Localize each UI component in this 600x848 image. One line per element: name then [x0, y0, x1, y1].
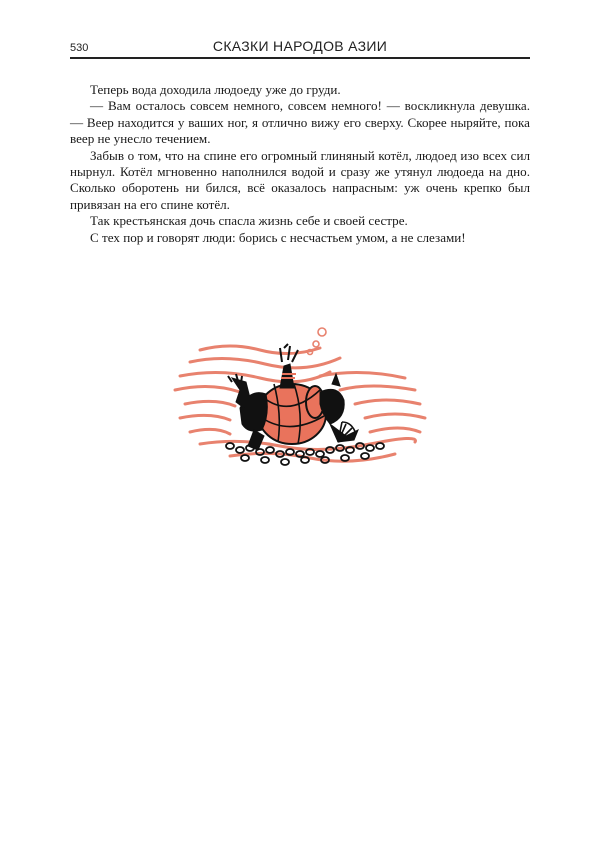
- ogre-drowning-illustration: [170, 318, 430, 488]
- paragraph: Так крестьянская дочь спасла жизнь себе и своей сестре.: [90, 213, 408, 229]
- clay-pot: [258, 384, 326, 444]
- paragraph: Забыв о том, что на спине его огромный глиняный котёл, людоед изо всех сил нырнул. Котёл мгновенно наполнился водой и сразу же утянул людоеда на дно. Сколько оборотень ни бился, всё оказалось напрасным: уж очень крепко был привязан на его спине котёл.: [70, 147, 530, 212]
- paragraph: Теперь вода доходила людоеду уже до груди.: [90, 82, 341, 97]
- body-text: [70, 82, 530, 246]
- page-header: [70, 38, 530, 58]
- page-number: 530: [70, 42, 89, 54]
- header-rule: [70, 57, 530, 59]
- illustration-svg: [170, 318, 430, 488]
- running-title: СКАЗКИ НАРОДОВ АЗИИ: [212, 38, 388, 54]
- paragraph: — Вам осталось совсем немного, совсем немного! — воскликнула девушка. — Веер находится у ваших ног, я отлично вижу его сверху. Скорее ныряйте, пока веер не унесло течением.: [70, 98, 530, 147]
- paragraph: С тех пор и говорят люди: борись с несчастьем умом, а не слезами!: [90, 229, 466, 245]
